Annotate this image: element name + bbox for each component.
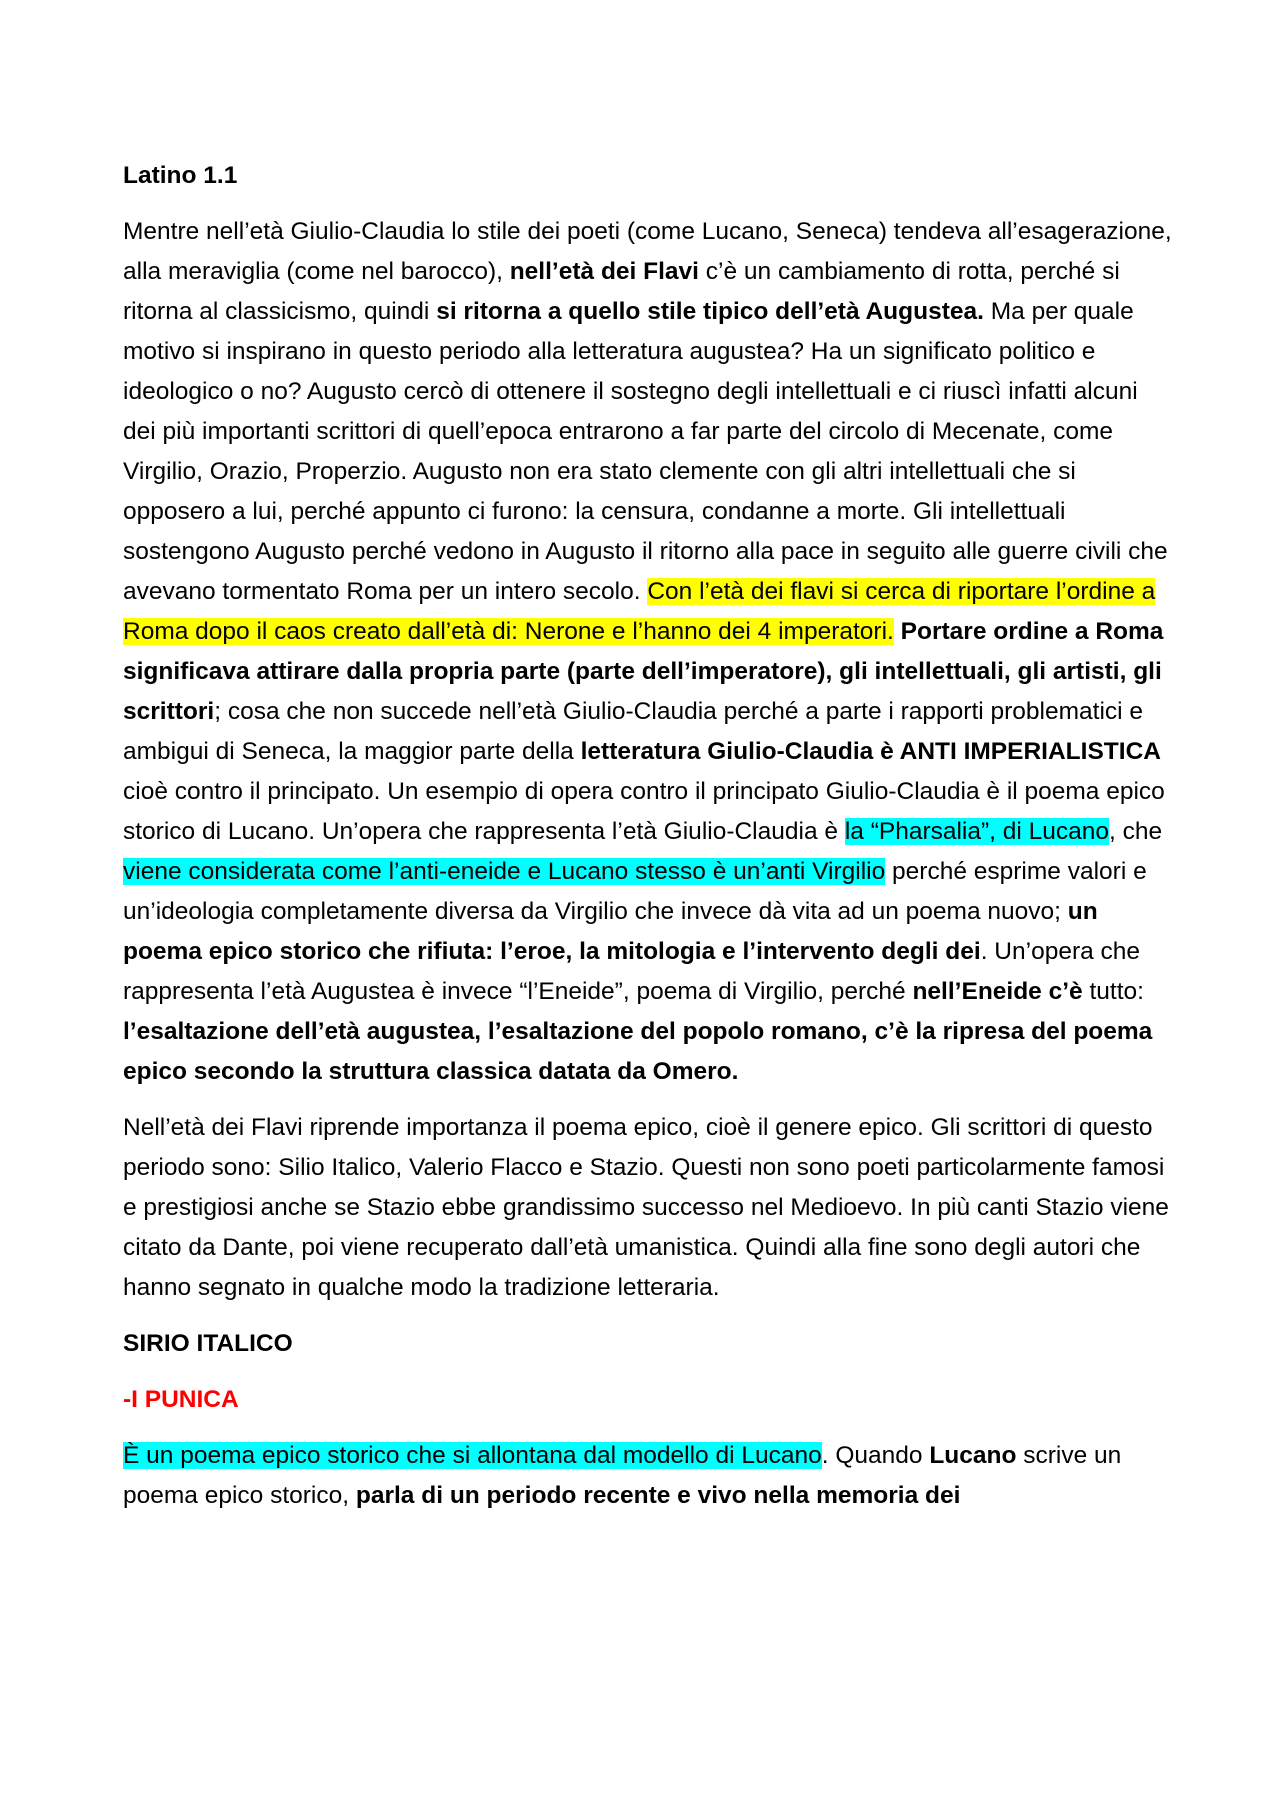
p1-text-run: si ritorna a quello stile tipico dell’età Augustea. [436,298,984,325]
p3-text-run: scrive un poema epico storico, [123,1442,1122,1509]
p1-text-run: cioè contro il principato. Un esempio di opera contro il principato Giulio-Claudia è il poema epico storico di Lucano. Un’opera che rappresenta l’età Giulio-Claudia è [123,778,1165,845]
p1-text-run: c’è un cambiamento di rotta, perché si ritorna al classicismo, quindi [123,258,1120,325]
p1-text-run: Portare ordine a Roma significava attirare dalla propria parte (parte dell’imperatore), gli intellettuali, gli artisti, gli scrittori [123,618,1164,725]
p1-text-run: , che [1109,818,1163,845]
p1-text-run: viene considerata come l’anti-eneide e Lucano stesso è un’anti Virgilio [123,858,886,885]
p1-text-run: nell’età dei Flavi [509,258,699,285]
p3-text-run: È un poema epico storico che si allontana dal modello di Lucano [123,1442,822,1469]
document-title: Latino 1.1 [123,162,238,189]
paragraph-1 [123,212,1173,1092]
p2-text-run: Nell’età dei Flavi riprende importanza il poema epico, cioè il genere epico. Gli scrittori di questo periodo sono: Silio Italico, Valerio Flacco e Stazio. Questi non sono poeti particolarmente famosi e prestigiosi anche se Stazio ebbe grandissimo successo nel Medioevo. In più canti Stazio viene citato da Dante, poi viene recuperato dall’età umanistica. Quindi alla fine sono degli autori che hanno segnato in qualche modo la tradizione letteraria. [123,1114,1169,1301]
p1-text-run: nell’Eneide c’è [912,978,1083,1005]
p3-text-run: . Quando [821,1442,930,1469]
p1-text-run: tutto: [1082,978,1144,1005]
p1-text-run: ; cosa che non succede nell’età Giulio-Claudia perché a parte i rapporti problematici e ambigui di Seneca, la maggior parte della [123,698,1144,765]
p1-text-run: l’esaltazione dell’età augustea, l’esaltazione del popolo romano, c’è la ripresa del poema epico secondo la struttura classica datata da Omero. [123,1018,1153,1085]
p3-text-run: parla di un periodo recente e vivo nella memoria dei [355,1482,961,1509]
document-body [123,156,1173,1532]
subsection-heading-punica: -I PUNICA [123,1386,239,1413]
p1-text-run: letteratura Giulio-Claudia è ANTI IMPERIALISTICA [580,738,1161,765]
p1-text-run: Ma per quale motivo si inspirano in questo periodo alla letteratura augustea? Ha un significato politico e ideologico o no? Augusto cercò di ottenere il sostegno degli intellettuali e ci riuscì infatti alcuni dei più importanti scrittori di quell’epoca entrarono a far parte del circolo di Mecenate, come Virgilio, Orazio, Properzio. Augusto non era stato clemente con gli altri intellettuali che si opposero a lui, perché appunto ci furono: la censura, condanne a morte. Gli intellettuali sostengono Augusto perché vedono in Augusto il ritorno alla pace in seguito alle guerre civili che avevano tormentato Roma per un intero secolo. [123,298,1168,605]
p1-text-run: Con l’età dei flavi si cerca di riportare l’ordine a Roma dopo il caos creato dall’età di: Nerone e l’hanno dei 4 imperatori. [123,578,1156,645]
p1-text-run: perché esprime valori e un’ideologia completamente diversa da Virgilio che invece dà vita ad un poema nuovo; [123,858,1147,925]
paragraph-3 [123,1436,1173,1516]
p1-text-run: Mentre nell’età Giulio-Claudia lo stile dei poeti (come Lucano, Seneca) tendeva all’esagerazione, alla meraviglia (come nel barocco), [123,218,1172,285]
paragraph-2 [123,1108,1173,1308]
p3-text-run: Lucano [929,1442,1017,1469]
p1-text-run: un poema epico storico che rifiuta: l’eroe, la mitologia e l’intervento degli dei [123,898,1098,965]
p1-text-run: la “Pharsalia”, di Lucano [844,818,1110,845]
section-heading-sirio-italico: SIRIO ITALICO [123,1330,293,1357]
p1-text-run [894,618,901,645]
p1-text-run: . Un’opera che rappresenta l’età Augustea è invece “l’Eneide”, poema di Virgilio, perché [123,938,1141,1005]
